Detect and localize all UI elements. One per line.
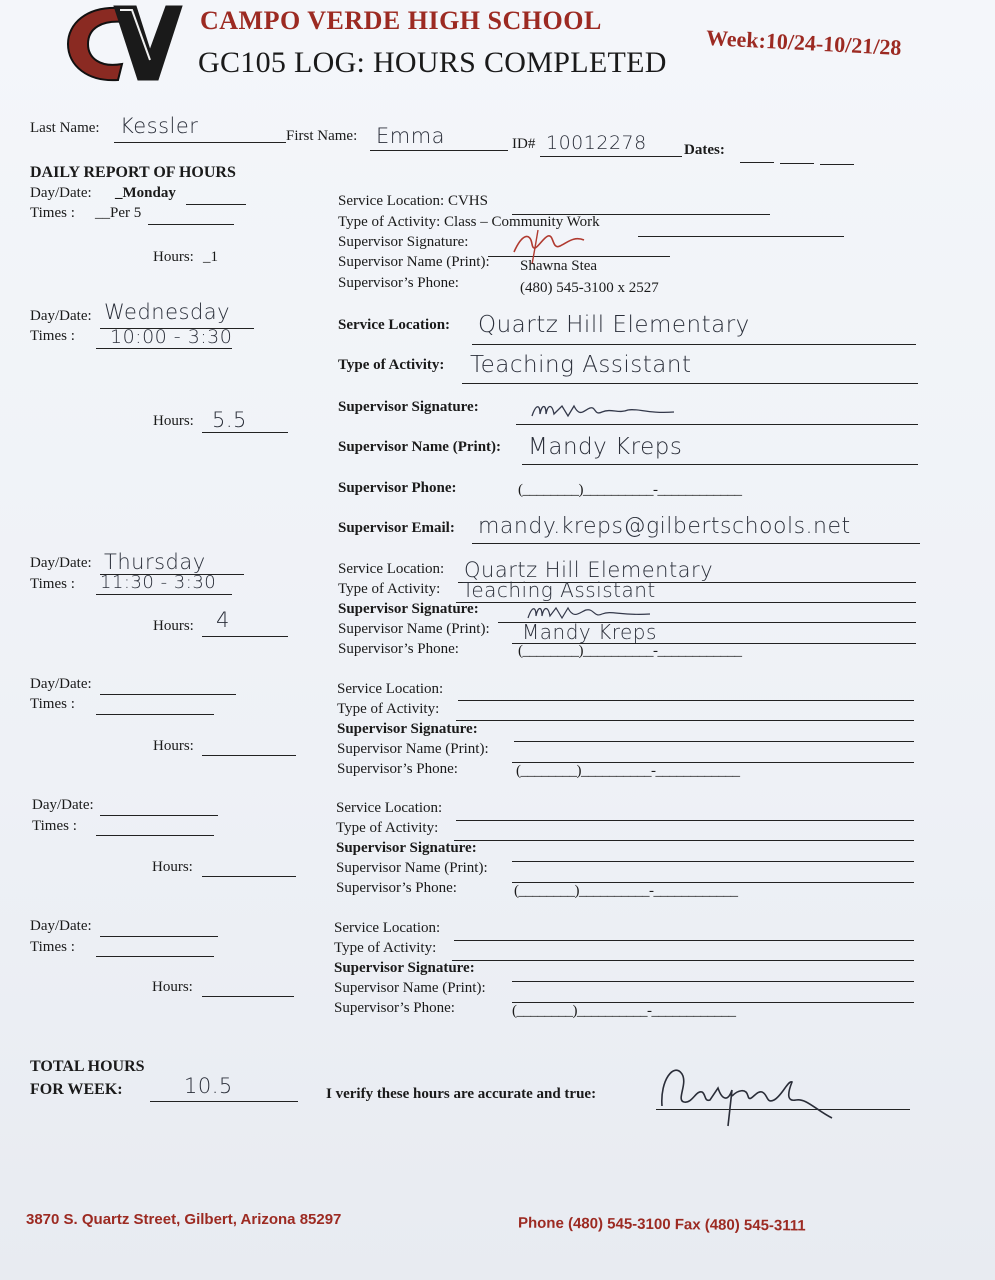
entry6-day-label: Day/Date: [30, 918, 92, 934]
student-signature [656, 1060, 836, 1130]
entry5-times-line[interactable] [96, 835, 214, 836]
entry5-name-label: Supervisor Name (Print): [336, 860, 488, 876]
entry4-service-line[interactable] [458, 700, 914, 701]
entry2-name-line [522, 464, 918, 465]
entry2-activity-line [462, 383, 918, 384]
entry2-day-value[interactable]: Wednesday [104, 300, 231, 324]
entry6-hours-line[interactable] [202, 996, 294, 997]
total-hours-line [150, 1101, 298, 1102]
entry5-hours-line[interactable] [202, 876, 296, 877]
entry1-hours-value[interactable]: _1 [203, 249, 218, 265]
entry3-day-value[interactable]: Thursday [104, 550, 206, 574]
entry2-email-label: Supervisor Email: [338, 520, 455, 536]
entry1-phone-value: (480) 545-3100 x 2527 [520, 280, 659, 296]
entry2-activity-label: Type of Activity: [338, 357, 445, 373]
entry4-sig-line[interactable] [514, 741, 914, 742]
entry2-day-label: Day/Date: [30, 308, 92, 324]
dates-label: Dates: [684, 142, 725, 158]
id-line [540, 156, 682, 157]
entry6-name-label: Supervisor Name (Print): [334, 980, 486, 996]
total-hours-value[interactable]: 10.5 [184, 1074, 233, 1098]
entry5-times-label: Times : [32, 818, 77, 834]
week-label: Week:10/24-10/21/28 [705, 24, 903, 61]
entry1-service-location: Service Location: CVHS [338, 193, 488, 209]
form-title: GC105 LOG: HOURS COMPLETED [198, 46, 667, 79]
entry5-phone-blank[interactable]: (________)__________-____________ [514, 883, 738, 899]
verify-label: I verify these hours are accurate and true: [326, 1086, 597, 1102]
entry3-times-label: Times : [30, 576, 75, 592]
entry2-phone-label: Supervisor Phone: [338, 480, 457, 496]
entry3-phone-label: Supervisor’s Phone: [338, 641, 459, 657]
entry3-service-value[interactable]: Quartz Hill Elementary [464, 558, 714, 582]
entry5-service-line[interactable] [456, 820, 914, 821]
last-name-label: Last Name: [30, 120, 100, 136]
entry2-service-value[interactable]: Quartz Hill Elementary [478, 312, 750, 338]
entry4-name-label: Supervisor Name (Print): [337, 741, 489, 757]
entry1-day-value[interactable]: _Monday [115, 185, 176, 201]
first-name-label: First Name: [286, 128, 358, 144]
entry3-times-value[interactable]: 11:30 - 3:30 [100, 572, 217, 593]
entry2-times-label: Times : [30, 328, 75, 344]
entry2-sig-line [516, 424, 918, 425]
entry4-phone-label: Supervisor’s Phone: [337, 761, 458, 777]
last-name-line [114, 142, 286, 143]
entry5-day-line[interactable] [100, 815, 218, 816]
entry6-service-line[interactable] [454, 940, 914, 941]
entry2-email-value[interactable]: mandy.kreps@gilbertschools.net [478, 514, 851, 539]
entry2-service-line [472, 344, 916, 345]
entry2-hours-label: Hours: [153, 413, 194, 429]
entry5-sig-label: Supervisor Signature: [336, 840, 477, 856]
entry3-times-line [96, 594, 232, 595]
daily-report-heading: DAILY REPORT OF HOURS [30, 164, 236, 181]
entry3-phone-blank[interactable]: (________)__________-____________ [518, 643, 742, 659]
entry4-hours-label: Hours: [153, 738, 194, 754]
entry4-day-label: Day/Date: [30, 676, 92, 692]
entry5-day-label: Day/Date: [32, 797, 94, 813]
entry2-times-value[interactable]: 10:00 - 3:30 [110, 326, 233, 348]
entry4-hours-line[interactable] [202, 755, 296, 756]
last-name-value[interactable]: Kessler [120, 114, 199, 138]
entry1-day-line [186, 204, 246, 205]
entry6-times-label: Times : [30, 939, 75, 955]
entry6-sig-line[interactable] [512, 981, 914, 982]
entry5-activity-line[interactable] [454, 840, 914, 841]
entry3-sig-label: Supervisor Signature: [338, 601, 479, 617]
entry5-phone-label: Supervisor’s Phone: [336, 880, 457, 896]
entry4-sig-label: Supervisor Signature: [337, 721, 478, 737]
entry3-activity-label: Type of Activity: [338, 581, 441, 597]
id-label: ID# [512, 136, 536, 152]
entry6-activity-line[interactable] [452, 960, 914, 961]
entry2-activity-value[interactable]: Teaching Assistant [470, 352, 692, 378]
entry5-activity-label: Type of Activity: [336, 820, 439, 836]
entry1-activity: Type of Activity: Class – Community Work [338, 214, 600, 230]
entry4-activity-label: Type of Activity: [337, 701, 440, 717]
entry3-service-label: Service Location: [338, 561, 445, 577]
entry6-activity-label: Type of Activity: [334, 940, 437, 956]
dates-line-2 [780, 163, 814, 164]
entry2-supervisor-signature [528, 398, 678, 424]
entry2-hours-line [202, 432, 288, 433]
footer-address: 3870 S. Quartz Street, Gilbert, Arizona 85297 [26, 1211, 342, 1228]
entry1-activity-line [638, 236, 844, 237]
entry1-name-value: Shawna Stea [520, 258, 598, 274]
entry2-name-value[interactable]: Mandy Kreps [528, 434, 683, 460]
entry1-sig-label: Supervisor Signature: [338, 234, 469, 250]
id-value[interactable]: 10012278 [546, 132, 647, 154]
entry6-times-line[interactable] [96, 956, 214, 957]
entry5-service-label: Service Location: [336, 800, 443, 816]
entry6-sig-label: Supervisor Signature: [334, 960, 475, 976]
entry1-times-line [148, 224, 234, 225]
school-logo [66, 2, 184, 84]
entry4-service-label: Service Location: [337, 681, 444, 697]
entry5-sig-line[interactable] [512, 861, 914, 862]
entry3-name-value[interactable]: Mandy Kreps [522, 620, 657, 644]
entry3-activity-value[interactable]: Teaching Assistant [462, 578, 656, 602]
entry4-day-line[interactable] [100, 694, 236, 695]
entry2-email-line [472, 543, 920, 544]
entry4-phone-blank[interactable]: (________)__________-____________ [516, 763, 740, 779]
entry3-hours-value[interactable]: 4 [216, 608, 230, 632]
entry3-hours-label: Hours: [153, 618, 194, 634]
entry1-times-value[interactable]: __Per 5 [95, 205, 142, 221]
entry1-phone-label: Supervisor’s Phone: [338, 275, 459, 291]
entry1-times-label: Times : [30, 205, 75, 221]
entry2-name-label: Supervisor Name (Print): [338, 439, 502, 455]
entry5-hours-label: Hours: [152, 859, 193, 875]
entry4-times-label: Times : [30, 696, 75, 712]
dates-line-1 [740, 162, 774, 163]
entry6-phone-label: Supervisor’s Phone: [334, 1000, 455, 1016]
entry2-sig-label: Supervisor Signature: [338, 399, 479, 415]
footer-phone-fax: Phone (480) 545-3100 Fax (480) 545-3111 [517, 1214, 806, 1235]
entry4-activity-line[interactable] [456, 720, 914, 721]
entry4-times-line[interactable] [96, 714, 214, 715]
total-hours-label-1: TOTAL HOURS [30, 1058, 145, 1075]
entry1-hours-label: Hours: [153, 249, 194, 265]
entry2-times-line [96, 348, 232, 349]
dates-line-3 [820, 164, 854, 165]
total-hours-label-2: FOR WEEK: [30, 1081, 123, 1098]
entry1-day-label: Day/Date: [30, 185, 92, 201]
entry2-hours-value[interactable]: 5.5 [212, 408, 247, 432]
entry6-service-label: Service Location: [334, 920, 441, 936]
entry6-hours-label: Hours: [152, 979, 193, 995]
entry3-hours-line [202, 636, 288, 637]
entry6-day-line[interactable] [100, 936, 218, 937]
entry3-day-label: Day/Date: [30, 555, 92, 571]
entry6-phone-blank[interactable]: (________)__________-____________ [512, 1003, 736, 1019]
entry1-name-label: Supervisor Name (Print): [338, 254, 490, 270]
school-name: CAMPO VERDE HIGH SCHOOL [200, 6, 602, 35]
entry3-name-label: Supervisor Name (Print): [338, 621, 490, 637]
first-name-line [370, 150, 508, 151]
entry2-phone-blank[interactable]: (________)__________-____________ [518, 482, 742, 498]
first-name-value[interactable]: Emma [376, 124, 446, 148]
entry2-service-label: Service Location: [338, 317, 451, 333]
